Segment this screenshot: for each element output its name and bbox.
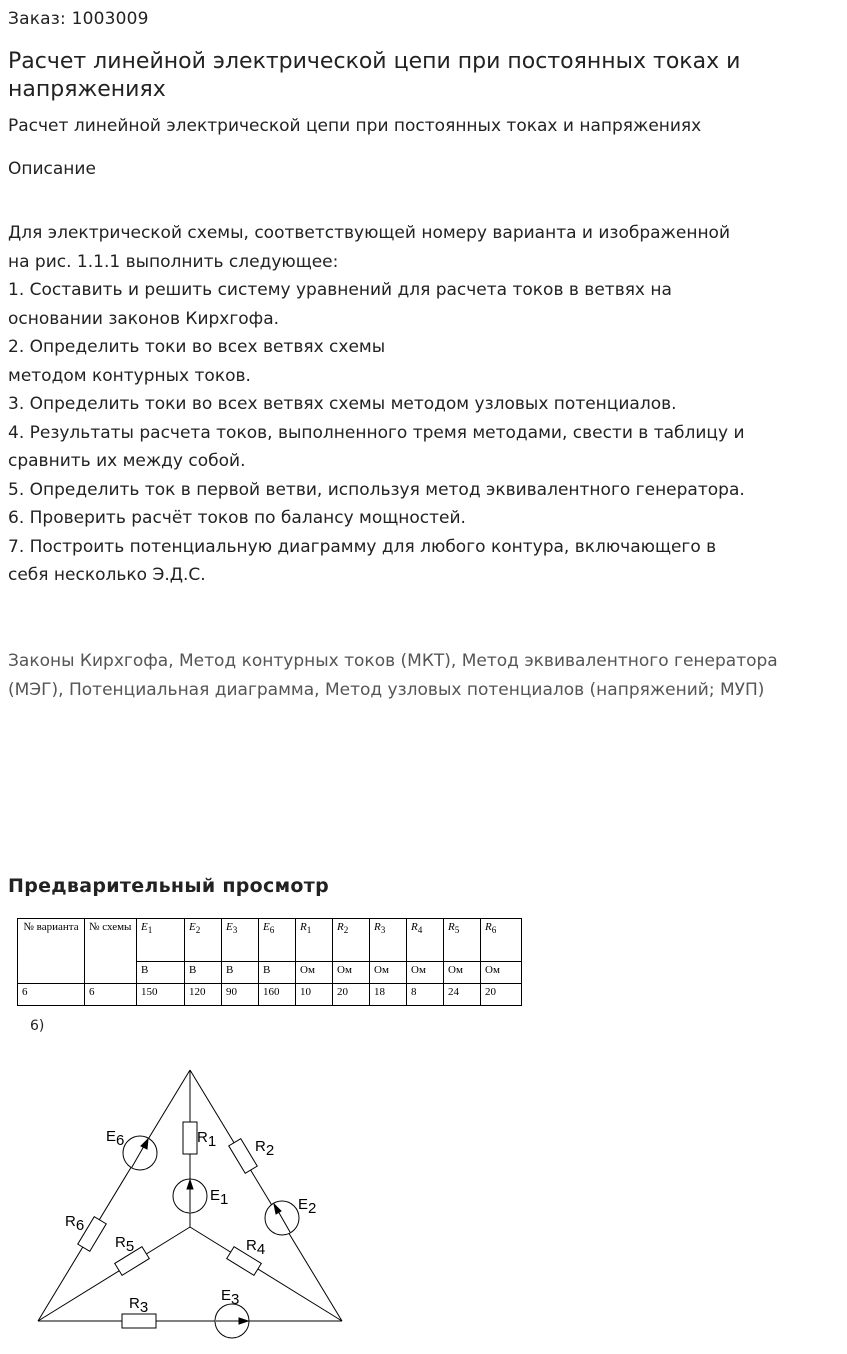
center-right-wire bbox=[190, 1227, 342, 1321]
unit-cell: Ом bbox=[407, 962, 444, 984]
unit-cell: В bbox=[185, 962, 222, 984]
description-line: на рис. 1.1.1 выполнить следующее: bbox=[8, 251, 339, 272]
unit-cell: Ом bbox=[296, 962, 333, 984]
label-r1: R1 bbox=[197, 1129, 217, 1150]
header-cell: $E_1$ bbox=[137, 919, 185, 962]
unit-cell: В bbox=[137, 962, 185, 984]
left-edge-wire bbox=[38, 1070, 190, 1321]
unit-cell: Ом bbox=[481, 962, 522, 984]
unit-cell: Ом bbox=[333, 962, 370, 984]
description-line: 7. Построить потенциальную диаграмму для любого контура, включающего в bbox=[8, 536, 717, 557]
figure-label: 6) bbox=[30, 1018, 45, 1034]
variant-header: № варианта bbox=[18, 919, 85, 984]
header-cell: $R_3$ bbox=[370, 919, 407, 962]
header-cell: $E_6$ bbox=[259, 919, 296, 962]
resistor-r1 bbox=[183, 1122, 197, 1154]
tag-list: Законы Кирхгофа, Метод контурных токов (МКТ), Метод эквивалентного генератора (МЭГ), Потенциальная диаграмма, Метод узловых потенциалов (напряжений; МУП) bbox=[8, 651, 778, 700]
description-line: сравнить их между собой. bbox=[8, 451, 246, 471]
description-line: 4. Результаты расчета токов, выполненного тремя методами, свести в таблицу и bbox=[8, 422, 745, 443]
value-cell: 8 bbox=[407, 984, 444, 1006]
order-number: Заказ: 1003009 bbox=[8, 9, 149, 29]
header-cell: $R_1$ bbox=[296, 919, 333, 962]
value-cell: 10 bbox=[296, 984, 333, 1006]
resistor-r3 bbox=[122, 1314, 156, 1328]
value-cell: 24 bbox=[444, 984, 481, 1006]
description-line: 6. Проверить расчёт токов по балансу мощностей. bbox=[8, 508, 466, 528]
label-e3: E3 bbox=[221, 1287, 240, 1308]
label-e2: E2 bbox=[298, 1196, 317, 1217]
circuit-diagram bbox=[0, 1060, 360, 1350]
description-heading: Описание bbox=[8, 159, 96, 179]
page-subtitle: Расчет линейной электрической цепи при постоянных токах и напряжениях bbox=[8, 116, 702, 136]
preview-heading: Предварительный просмотр bbox=[8, 875, 329, 897]
scheme-header: № схемы bbox=[85, 919, 137, 984]
value-cell: 120 bbox=[185, 984, 222, 1006]
description-line: 1. Составить и решить систему уравнений для расчета токов в ветвях на bbox=[8, 280, 672, 300]
label-r6: R6 bbox=[65, 1213, 85, 1234]
header-cell: $R_6$ bbox=[481, 919, 522, 962]
table-row bbox=[18, 984, 522, 1006]
table-header-row bbox=[18, 919, 522, 962]
unit-cell: Ом bbox=[444, 962, 481, 984]
description-line: 2. Определить токи во всех ветвях схемы bbox=[8, 337, 386, 357]
label-e6: E6 bbox=[106, 1128, 125, 1149]
tag-link[interactable]: Законы Кирхгофа bbox=[8, 651, 169, 671]
tag-link[interactable]: Метод контурных токов (МКТ) bbox=[179, 651, 451, 671]
value-cell: 150 bbox=[137, 984, 185, 1006]
tag-link[interactable]: Метод эквивалентного генератора (МЭГ) bbox=[8, 651, 778, 700]
value-cell: 90 bbox=[222, 984, 259, 1006]
parameters-table bbox=[17, 918, 522, 1006]
label-e1: E1 bbox=[210, 1187, 229, 1208]
description-line: основании законов Кирхгофа. bbox=[8, 308, 280, 329]
label-r3: R3 bbox=[129, 1295, 149, 1316]
unit-cell: В bbox=[259, 962, 296, 984]
value-cell: 20 bbox=[481, 984, 522, 1006]
description-line: себя несколько Э.Д.С. bbox=[8, 565, 206, 585]
variant-cell: 6 bbox=[18, 984, 85, 1006]
description-line: 5. Определить ток в первой ветви, используя метод эквивалентного генератора. bbox=[8, 479, 745, 500]
description-text bbox=[8, 219, 840, 590]
header-cell: $R_5$ bbox=[444, 919, 481, 962]
value-cell: 20 bbox=[333, 984, 370, 1006]
value-cell: 160 bbox=[259, 984, 296, 1006]
label-r4: R4 bbox=[246, 1237, 266, 1258]
header-cell: $E_2$ bbox=[185, 919, 222, 962]
description-line: 3. Определить токи во всех ветвях схемы методом узловых потенциалов. bbox=[8, 394, 677, 414]
unit-cell: В bbox=[222, 962, 259, 984]
header-cell: $R_2$ bbox=[333, 919, 370, 962]
header-cell: $E_3$ bbox=[222, 919, 259, 962]
label-r2: R2 bbox=[255, 1138, 275, 1159]
page-title: Расчет линейной электрической цепи при постоянных токах и напряжениях bbox=[8, 49, 741, 102]
description-line: Для электрической схемы, соответствующей номеру варианта и изображенной bbox=[8, 223, 731, 243]
value-cell: 18 bbox=[370, 984, 407, 1006]
scheme-cell: 6 bbox=[85, 984, 137, 1006]
center-left-wire bbox=[38, 1227, 190, 1321]
description-line: методом контурных токов. bbox=[8, 365, 251, 386]
unit-cell: Ом bbox=[370, 962, 407, 984]
resistor-r2 bbox=[229, 1139, 257, 1174]
header-cell: $R_4$ bbox=[407, 919, 444, 962]
tag-link[interactable]: Метод узловых потенциалов (напряжений; МУП) bbox=[324, 679, 765, 700]
label-r5: R5 bbox=[115, 1234, 135, 1255]
tag-link[interactable]: Потенциальная диаграмма bbox=[68, 679, 315, 700]
